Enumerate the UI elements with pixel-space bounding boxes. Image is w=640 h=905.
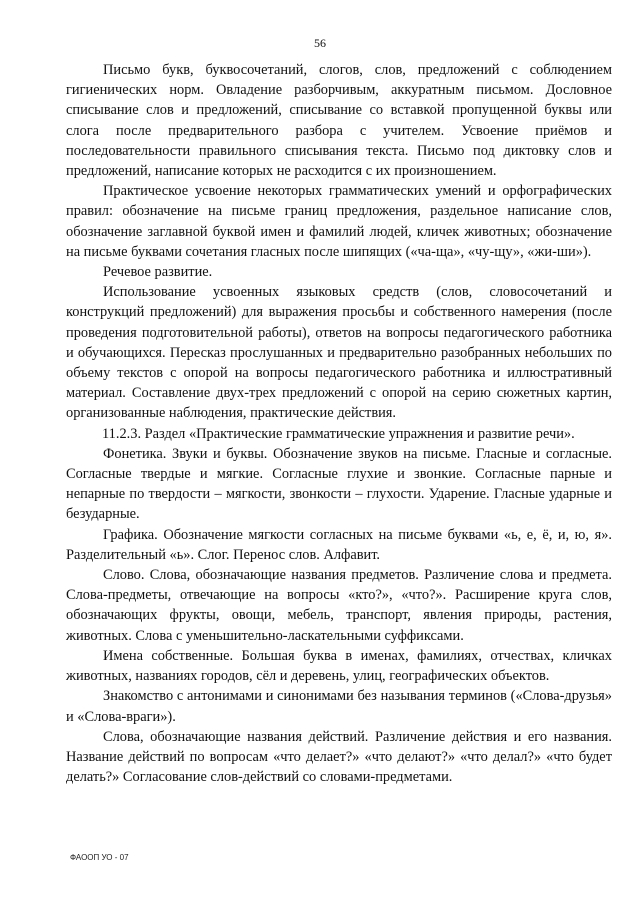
page-number: 56 (314, 36, 326, 50)
section-heading: 11.2.3. Раздел «Практические грамматические упражнения и развитие речи». (102, 425, 575, 442)
paragraph-writing: Письмо букв, буквосочетаний, слогов, слов, предложений с соблюдением гигиенических норм. Овладение разборчивым, аккуратным письмом. Дословное списывание слов и предложений, списывание со вставкой пропущенной буквы или слога после предварительного разбора с учителем. Усвоение приёмов и последовательности правильного списывания текста. Письмо под диктовку слов и предложений, написание которых не расходится с их произношением. (66, 62, 612, 180)
paragraph-speech-heading: Речевое развитие. (103, 264, 213, 281)
paragraph-phonetics: Фонетика. Звуки и буквы. Обозначение звуков на письме. Гласные и согласные. Согласные твердые и мягкие. Согласные глухие и звонкие. Согласные парные и непарные по твердости – мягкости, звонкости – глухости. Ударение. Гласные ударные и безударные. (66, 445, 612, 523)
paragraph-proper-names: Имена собственные. Большая буква в именах, фамилиях, отчествах, кличках животных, названиях городов, сёл и деревень, улиц, географических объектов. (66, 647, 612, 685)
paragraph-action-words: Слова, обозначающие названия действий. Различение действия и его названия. Название действий по вопросам «что делает?» «что делают?» «что делал?» «что будет делать?» Согласование слов-действий со словами-предметами. (66, 728, 612, 786)
footer-label: ФАООП УО - 07 (70, 853, 129, 862)
paragraph-grammar-skills: Практическое усвоение некоторых грамматических умений и орфографических правил: обозначение на письме границ предложения, раздельное написание слов, обозначение заглавной буквой имен и фамилий людей, кличек животных; обозначение на письме буквами сочетания гласных после шипящих («ча-ща», «чу-щу», «жи-ши»). (66, 183, 612, 260)
paragraph-speech-development: Использование усвоенных языковых средств (слов, словосочетаний и конструкций предложений) для выражения просьбы и собственного намерения (после проведения подготовительной работы), ответов на вопросы педагогического работника и обучающихся. Пересказ прослушанных и предварительно разобранных небольших по объему текстов с опорой на вопросы педагогического работника и иллюстративный материал. Составление двух-трех предложений с опорой на серию сюжетных картин, организованные наблюдения, практические действия. (66, 284, 612, 422)
paragraph-word: Слово. Слова, обозначающие названия предметов. Различение слова и предмета. Слова-предметы, отвечающие на вопросы «кто?», «что?». Расширение круга слов, обозначающих фрукты, овощи, мебель, транспорт, явления природы, растения, животных. Слова с уменьшительно-ласкательными суффиксами. (66, 567, 612, 644)
paragraph-antonyms-synonyms: Знакомство с антонимами и синонимами без называния терминов («Слова-друзья» и «Слова-враги»). (66, 688, 612, 725)
paragraph-graphics: Графика. Обозначение мягкости согласных на письме буквами «ь, е, ё, и, ю, я». Разделительный «ь». Слог. Перенос слов. Алфавит. (66, 526, 612, 563)
document-body (66, 60, 612, 787)
